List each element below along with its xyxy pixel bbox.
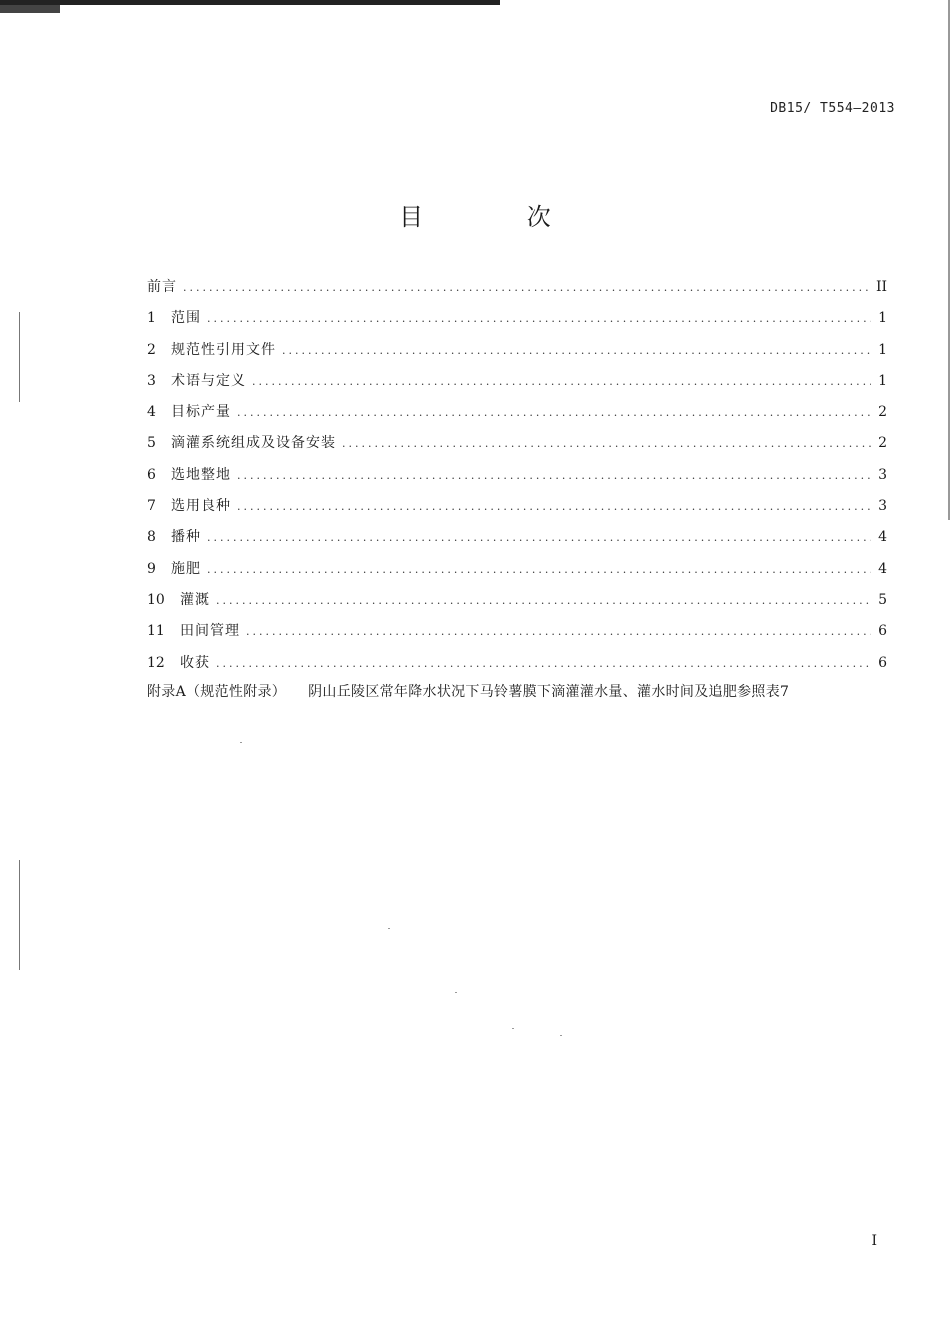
toc-entry-page: 1 bbox=[878, 372, 887, 389]
toc-entry-page: 4 bbox=[878, 560, 887, 577]
appendix-title: 阴山丘陵区常年降水状况下马铃薯膜下滴灌灌水量、灌水时间及追肥参照表 bbox=[308, 683, 781, 700]
scan-speck bbox=[388, 928, 390, 929]
toc-leader-dots bbox=[207, 531, 871, 544]
toc-entry-number: 7 bbox=[147, 498, 156, 515]
toc-entry-page: 3 bbox=[878, 498, 887, 515]
toc-entry-page: 3 bbox=[878, 466, 887, 483]
toc-entry-number: 4 bbox=[147, 404, 156, 421]
toc-entry[interactable] bbox=[147, 339, 887, 370]
toc-entry-number: 6 bbox=[147, 466, 156, 483]
toc-leader-dots bbox=[342, 437, 871, 450]
toc-entry-label: 范围 bbox=[171, 310, 201, 327]
toc-entry[interactable] bbox=[147, 652, 887, 683]
toc-entry-label: 播种 bbox=[171, 529, 201, 546]
toc-entry-label: 规范性引用文件 bbox=[171, 341, 276, 358]
page-number: I bbox=[871, 1233, 877, 1249]
toc-entry-number: 11 bbox=[147, 623, 165, 640]
toc-leader-dots bbox=[183, 281, 870, 294]
toc-leader-dots bbox=[282, 344, 871, 357]
toc-entry[interactable] bbox=[147, 558, 887, 589]
table-of-contents bbox=[147, 276, 887, 701]
toc-entry[interactable] bbox=[147, 276, 887, 307]
toc-entry[interactable] bbox=[147, 401, 887, 432]
scan-speck bbox=[512, 1028, 514, 1029]
toc-leader-dots bbox=[207, 563, 871, 576]
toc-entry-page: II bbox=[875, 279, 887, 295]
scan-edge-top bbox=[0, 0, 500, 5]
toc-entry-page: 1 bbox=[878, 341, 887, 358]
toc-entry-label: 滴灌系统组成及设备安装 bbox=[171, 435, 336, 452]
toc-entry-page: 2 bbox=[878, 435, 887, 452]
scan-speck bbox=[240, 742, 242, 743]
toc-entry-label: 前言 bbox=[147, 279, 177, 295]
toc-entry-page: 6 bbox=[878, 654, 887, 671]
toc-entry-label: 收获 bbox=[180, 654, 210, 671]
toc-leader-dots bbox=[216, 594, 871, 607]
toc-entry[interactable] bbox=[147, 526, 887, 557]
toc-appendix-entry[interactable] bbox=[147, 681, 887, 701]
toc-entry[interactable] bbox=[147, 307, 887, 338]
document-code: DB15/ T554—2013 bbox=[770, 101, 895, 116]
toc-entry-page: 1 bbox=[878, 310, 887, 327]
toc-entry-number: 5 bbox=[147, 435, 156, 452]
toc-leader-dots bbox=[237, 500, 871, 513]
toc-entry[interactable] bbox=[147, 620, 887, 651]
toc-entry-page: 6 bbox=[878, 623, 887, 640]
toc-entry-number: 1 bbox=[147, 310, 156, 327]
toc-entry-label: 灌溉 bbox=[180, 591, 210, 608]
appendix-page: 7 bbox=[780, 683, 790, 700]
toc-entry-number: 9 bbox=[147, 560, 156, 577]
toc-leader-dots bbox=[252, 375, 871, 388]
scan-speck bbox=[560, 1035, 562, 1036]
toc-leader-dots bbox=[216, 657, 871, 670]
toc-entry[interactable] bbox=[147, 589, 887, 620]
toc-entry-page: 4 bbox=[878, 529, 887, 546]
toc-entry-page: 2 bbox=[878, 404, 887, 421]
toc-leader-dots bbox=[246, 625, 871, 638]
toc-entry-number: 8 bbox=[147, 529, 156, 546]
toc-leader-dots bbox=[207, 312, 871, 325]
toc-leader-dots bbox=[237, 469, 871, 482]
toc-entry[interactable] bbox=[147, 432, 887, 463]
toc-entry-label: 田间管理 bbox=[180, 623, 240, 640]
toc-title: 目 次 bbox=[399, 203, 599, 231]
toc-entry-page: 5 bbox=[878, 591, 887, 608]
scan-edge-top-left bbox=[0, 5, 60, 13]
toc-entry-label: 术语与定义 bbox=[171, 372, 246, 389]
toc-entry-label: 选地整地 bbox=[171, 466, 231, 483]
toc-entry-label: 施肥 bbox=[171, 560, 201, 577]
toc-entry[interactable] bbox=[147, 370, 887, 401]
toc-entry-number: 2 bbox=[147, 341, 156, 358]
toc-entry[interactable] bbox=[147, 464, 887, 495]
toc-entry-label: 目标产量 bbox=[171, 404, 231, 421]
appendix-prefix: 附录A（规范性附录） bbox=[147, 683, 287, 700]
toc-entry[interactable] bbox=[147, 495, 887, 526]
toc-leader-dots bbox=[237, 406, 871, 419]
toc-entry-number: 3 bbox=[147, 372, 156, 389]
toc-entry-number: 12 bbox=[147, 654, 165, 671]
scan-mark-left bbox=[19, 860, 20, 970]
toc-entry-number: 10 bbox=[147, 591, 165, 608]
scan-mark-left bbox=[19, 312, 20, 402]
toc-entry-label: 选用良种 bbox=[171, 498, 231, 515]
scan-speck bbox=[455, 992, 457, 993]
